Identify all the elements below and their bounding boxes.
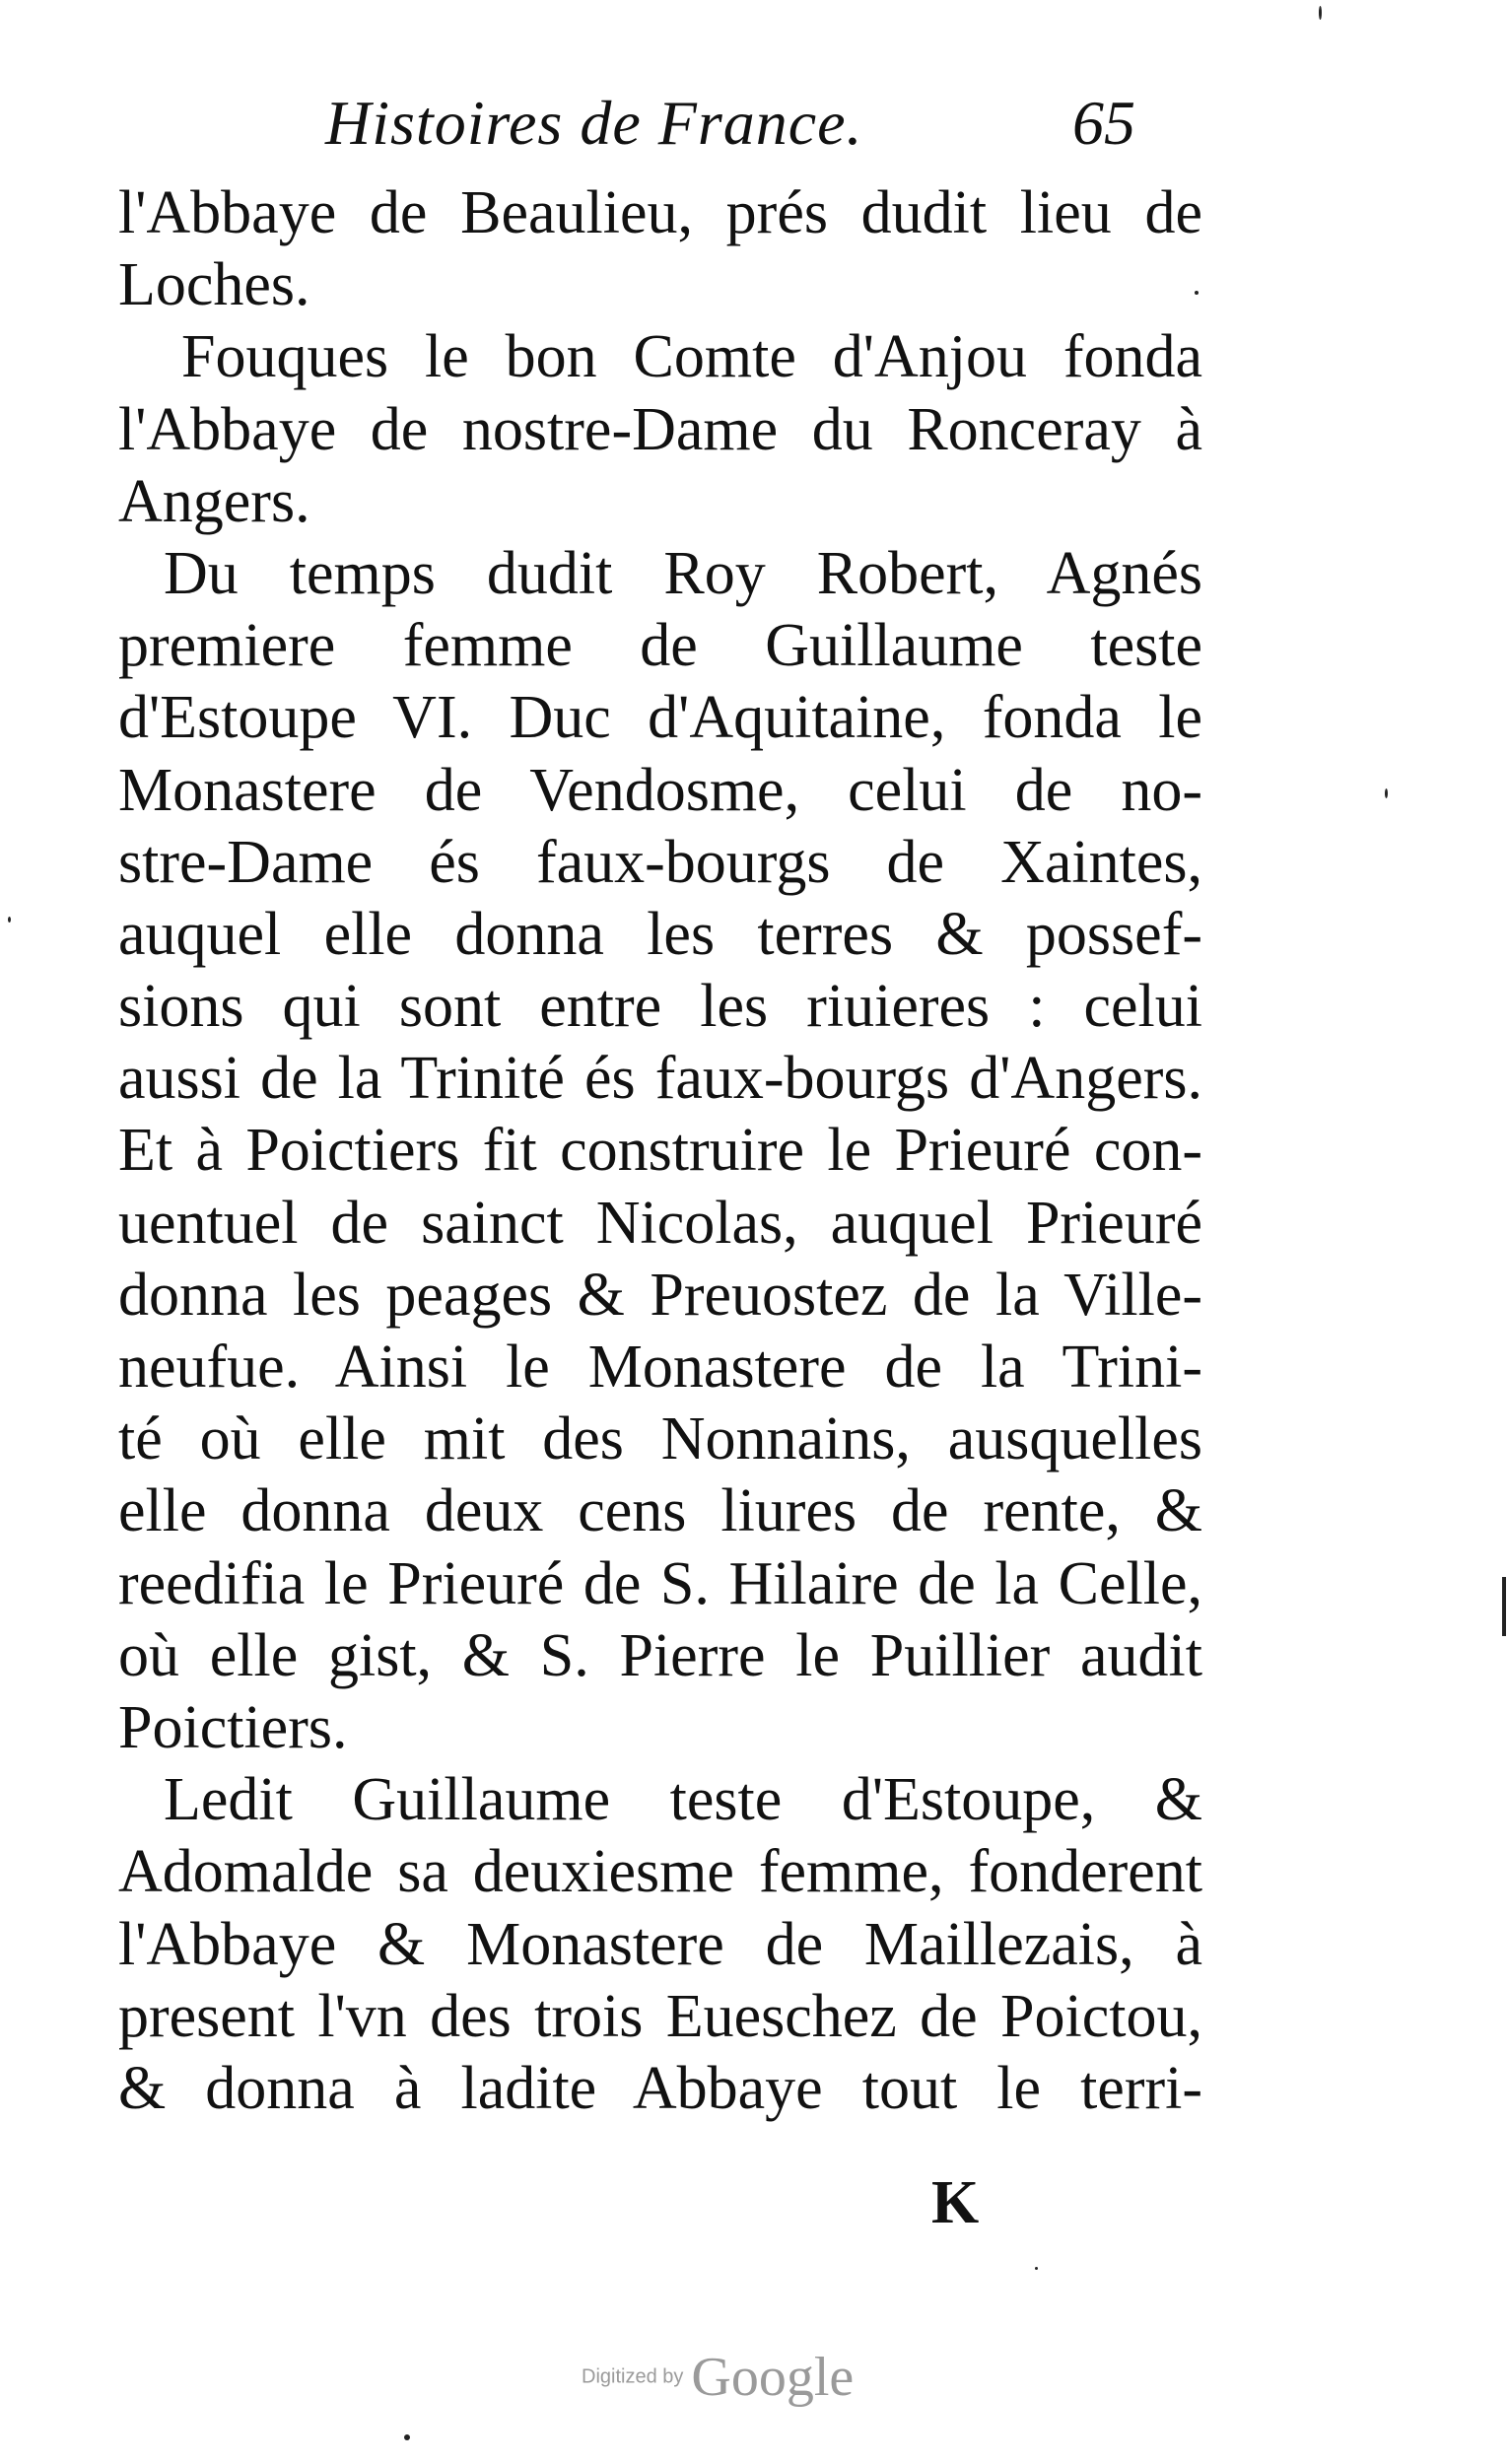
text-line: l'Abbaye de nostre-Dame du Ronceray à xyxy=(118,395,1202,463)
text-line: Poictiers. xyxy=(118,1693,348,1761)
text-line: auquel elle donna les terres & possef- xyxy=(118,900,1202,968)
text-line: present l'vn des trois Eueschez de Poictou, xyxy=(118,1982,1202,2050)
print-speck xyxy=(1035,2267,1038,2270)
text-line: l'Abbaye de Beaulieu, prés dudit lieu de xyxy=(118,179,1202,246)
text-line: donna les peages & Preuostez de la Ville- xyxy=(118,1261,1202,1329)
text-line: premiere femme de Guillaume teste xyxy=(118,612,1202,680)
print-speck xyxy=(1502,1577,1506,1636)
text-line: neufue. Ainsi le Monastere de la Trini- xyxy=(118,1334,1202,1401)
text-line: reedifia le Prieuré de S. Hilaire de la Celle, xyxy=(118,1549,1202,1617)
text-line: uentuel de sainct Nicolas, auquel Prieuré xyxy=(118,1189,1202,1257)
print-speck xyxy=(404,2434,410,2440)
text-line: sions qui sont entre les riuieres : celui xyxy=(118,973,1202,1041)
print-speck xyxy=(1385,788,1388,798)
text-line: Du temps dudit Roy Robert, Agnés xyxy=(164,539,1202,607)
text-line: & donna à ladite Abbaye tout le terri- xyxy=(118,2054,1202,2122)
text-line: d'Estoupe VI. Duc d'Aquitaine, fonda le xyxy=(118,684,1202,752)
body-text xyxy=(118,177,1202,2125)
text-line: Adomalde sa deuxiesme femme, fonderent xyxy=(118,1838,1202,1906)
text-line: Angers. xyxy=(118,467,310,535)
text-line: Et à Poictiers fit construire le Prieuré con- xyxy=(118,1117,1202,1185)
text-line: té où elle mit des Nonnains, ausquelles xyxy=(118,1405,1202,1473)
text-line: aussi de la Trinité és faux-bourgs d'Angers. xyxy=(118,1045,1202,1113)
text-line: où elle gist, & S. Pierre le Puillier audit xyxy=(118,1621,1202,1689)
google-logo: Google xyxy=(691,2347,855,2408)
text-line: Monastere de Vendosme, celui de no- xyxy=(118,756,1202,824)
signature-mark: K xyxy=(931,2169,980,2236)
text-line: stre-Dame és faux-bourgs de Xaintes, xyxy=(118,828,1202,896)
text-line: Fouques le bon Comte d'Anjou fonda xyxy=(181,323,1202,391)
running-head-title: Histoires de France. xyxy=(325,88,863,158)
print-speck xyxy=(1195,291,1199,295)
text-line: elle donna deux cens liures de rente, & xyxy=(118,1477,1202,1545)
text-line: l'Abbaye & Monastere de Maillezais, à xyxy=(118,1910,1202,1978)
watermark-prefix: Digitized by xyxy=(582,2365,684,2388)
print-speck xyxy=(8,917,11,923)
digitization-watermark xyxy=(582,2346,854,2409)
print-speck xyxy=(1319,6,1322,20)
text-line: Loches. xyxy=(118,251,310,319)
page-number: 65 xyxy=(1072,88,1135,158)
text-line: Ledit Guillaume teste d'Estoupe, & xyxy=(164,1766,1202,1834)
